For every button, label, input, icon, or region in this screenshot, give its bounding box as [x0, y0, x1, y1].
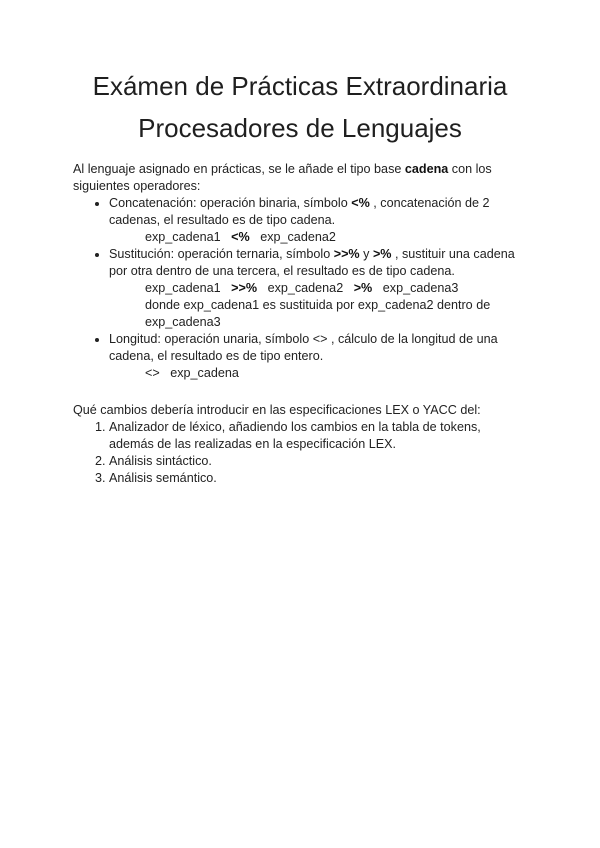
question-item: 3. Análisis semántico. — [109, 470, 528, 487]
subst-example: exp_cadena1 >>% exp_cadena2 >% exp_cadena3 — [145, 281, 459, 295]
intro-paragraph — [73, 161, 528, 195]
subst-note: donde exp_cadena1 es sustituida por exp_cadena2 dentro de exp_cadena3 — [145, 298, 491, 329]
operator-substitution: • Sustitución: operación ternaria, símbolo >>% y >% , sustituir una cadena por otra dentro de una tercera, el resultado es de tipo cadena. exp_cadena1 >>% exp_cadena2 >% exp_cadena3 donde exp_cadena1 es sustituida por exp_cadena2 dentro de exp_cadena3 — [109, 246, 528, 331]
concat-symbol: <% — [351, 196, 370, 210]
subst-symbol-1: >>% — [333, 247, 360, 261]
exam-title: Exámen de Prácticas Extraordinaria — [92, 71, 508, 101]
subst-symbol-2: >% — [372, 247, 392, 261]
intro-bold-type: cadena — [404, 162, 449, 176]
operators-list — [73, 195, 528, 382]
course-title: Procesadores de Lenguajes — [138, 113, 462, 143]
intro-text: Al lenguaje asignado en prácticas, se le añade el tipo base — [73, 162, 405, 176]
questions-list — [73, 419, 528, 487]
question-item: 1. Analizador de léxico, añadiendo los cambios en la tabla de tokens, además de las realizadas en la especificación LEX. — [109, 419, 528, 453]
question-paragraph: Qué cambios debería introducir en las especificaciones LEX o YACC del: — [73, 403, 481, 417]
question-item: 2. Análisis sintáctico. — [109, 453, 528, 470]
intro-text-end: con los siguientes operadores: — [73, 162, 492, 193]
length-example: <> exp_cadena — [145, 366, 239, 380]
operator-concatenation: • Concatenación: operación binaria, símbolo <% , concatenación de 2 cadenas, el resultado es de tipo cadena. exp_cadena1 <% exp_cadena2 — [109, 195, 528, 246]
operator-length: • Longitud: operación unaria, símbolo <> , cálculo de la longitud de una cadena, el resultado es de tipo entero. <> exp_cadena — [109, 331, 528, 382]
concat-example: exp_cadena1 <% exp_cadena2 — [145, 230, 336, 244]
exam-body — [73, 161, 528, 487]
